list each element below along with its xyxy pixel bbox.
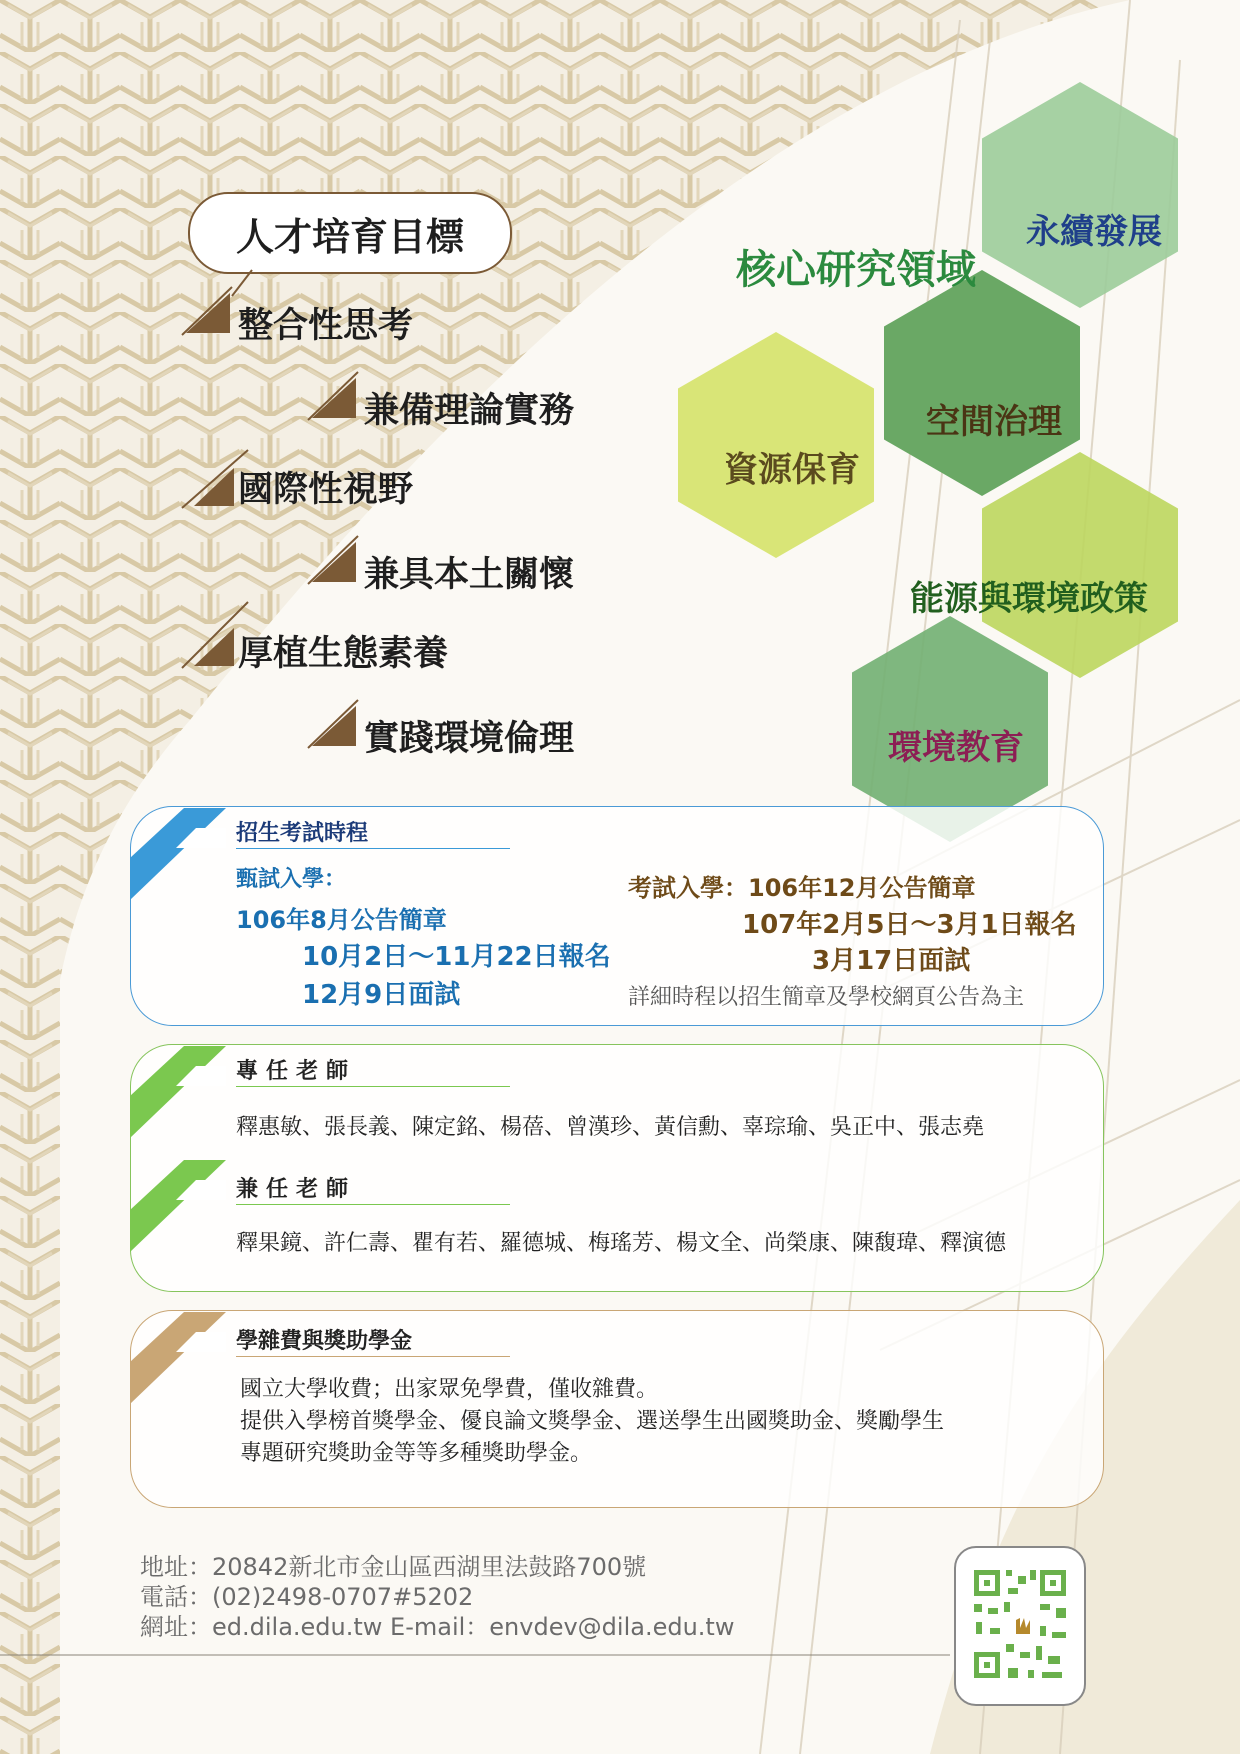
exam-heading: 招生考試時程 — [236, 821, 369, 846]
exam-entry-line-3: 3月17日面試 — [812, 946, 971, 976]
exam-accent-mark — [130, 808, 230, 900]
goal-marker-icon — [178, 285, 238, 337]
goal-item-3: 國際性視野 — [238, 469, 414, 510]
contact-phone: 電話：(02)2498-0707#5202 — [140, 1583, 474, 1611]
goal-item-1: 整合性思考 — [238, 305, 414, 346]
exam-heading-rule — [236, 848, 510, 849]
goal-item-2: 兼備理論實務 — [364, 390, 575, 431]
goal-marker-icon — [304, 698, 364, 750]
exam-note: 詳細時程以招生簡章及學校網頁公告為主 — [628, 985, 1025, 1010]
faculty-accent-mark — [130, 1046, 230, 1138]
core-title: 核心研究領域 — [736, 246, 976, 293]
fees-heading: 學雜費與獎助學金 — [236, 1329, 413, 1354]
adjunct-names: 釋果鏡、許仁壽、瞿有若、羅德城、梅瑤芳、楊文全、尚榮康、陳馥瑋、釋演德 — [236, 1231, 1007, 1256]
screening-label: 甄試入學： — [236, 867, 347, 892]
qr-code-icon — [956, 1548, 1084, 1704]
fees-accent-mark — [130, 1312, 230, 1404]
area-label-environmental-education: 環境教育 — [888, 728, 1024, 768]
goal-item-4: 兼具本土關懷 — [364, 554, 575, 595]
screening-line-3: 12月9日面試 — [302, 980, 461, 1010]
contact-address: 地址：20842新北市金山區西湖里法鼓路700號 — [140, 1553, 647, 1581]
area-label-spatial-governance: 空間治理 — [926, 402, 1062, 442]
fulltime-heading-rule — [236, 1086, 510, 1087]
screening-line-2: 10月2日～11月22日報名 — [302, 942, 611, 972]
adjunct-heading-rule — [236, 1204, 510, 1205]
goal-marker-icon — [304, 370, 364, 422]
goal-marker-icon — [304, 534, 364, 586]
goals-title: 人才培育目標 — [188, 192, 512, 274]
screening-line-1: 106年8月公告簡章 — [236, 906, 447, 934]
fulltime-heading: 專任老師 — [236, 1059, 357, 1084]
exam-entry-line-2: 107年2月5日～3月1日報名 — [742, 910, 1077, 940]
exam-entry-line-1: 考試入學：106年12月公告簡章 — [628, 874, 976, 902]
faculty-accent-mark-2 — [130, 1160, 230, 1252]
adjunct-heading: 兼任老師 — [236, 1177, 357, 1202]
area-label-sustainability: 永續發展 — [1026, 212, 1162, 252]
fees-line-1: 國立大學收費；出家眾免學費，僅收雜費。 — [240, 1377, 659, 1402]
area-label-resource-conservation: 資源保育 — [724, 450, 860, 490]
fees-line-3: 專題研究獎助金等等多種獎助學金。 — [240, 1441, 593, 1466]
fees-heading-rule — [236, 1356, 510, 1357]
qr-code[interactable] — [954, 1546, 1086, 1706]
contact-web[interactable]: 網址：ed.dila.edu.tw E-mail：envdev@dila.edu.tw — [140, 1613, 735, 1641]
goal-item-5: 厚植生態素養 — [238, 633, 449, 674]
fulltime-names: 釋惠敏、張長義、陳定銘、楊蓓、曾漢珍、黃信勳、辜琮瑜、吳正中、張志堯 — [236, 1115, 985, 1140]
fees-line-2: 提供入學榜首獎學金、優良論文獎學金、選送學生出國獎助金、獎勵學生 — [240, 1409, 945, 1434]
area-label-energy-policy: 能源與環境政策 — [910, 579, 1148, 619]
goal-item-6: 實踐環境倫理 — [364, 718, 575, 759]
